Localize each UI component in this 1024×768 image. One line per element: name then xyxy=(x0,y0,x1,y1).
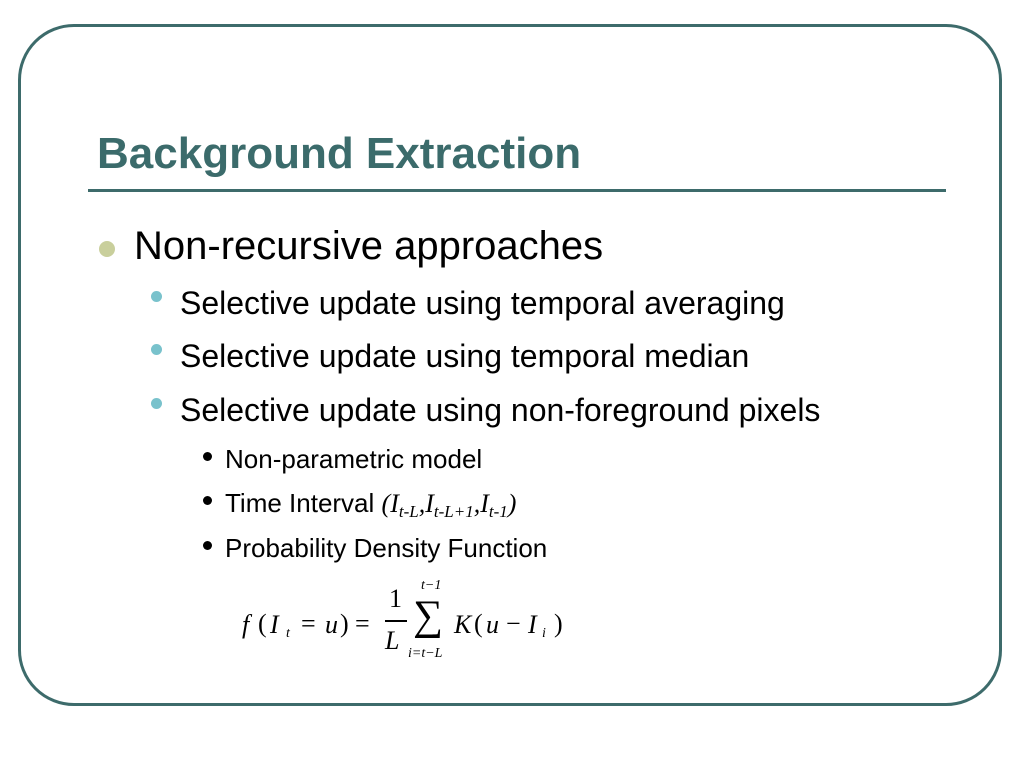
bullet-level3-dot xyxy=(203,541,212,550)
bullet-level2-dot xyxy=(151,344,162,355)
bullet-non-recursive: Non-recursive approaches xyxy=(134,224,604,268)
bullet-level3-dot xyxy=(203,496,212,505)
bullet-level1-dot xyxy=(99,241,115,257)
bullet-level2-dot xyxy=(151,398,162,409)
bullet-time-interval xyxy=(225,488,516,519)
bullet-temporal-median: Selective update using temporal median xyxy=(180,338,750,374)
bullet-non-parametric-model: Non-parametric model xyxy=(225,444,483,474)
bullet-probability-density: Probability Density Function xyxy=(225,533,548,563)
bullet-non-foreground: Selective update using non-foreground pixels xyxy=(180,392,821,428)
time-interval-expression: $(I_{t-L},I_{t-L+1},I_{t-1})$ xyxy=(381,489,517,521)
slide-title: Background Extraction xyxy=(97,129,582,178)
bullet-level3-dot xyxy=(203,452,212,461)
pdf-formula: f ( I t = u ) = 1 L t−1 ∑ i=t−L K ( u − I i ) xyxy=(242,578,563,661)
time-interval-label: Time Interval xyxy=(225,488,382,518)
title-divider xyxy=(88,189,946,192)
bullet-temporal-averaging: Selective update using temporal averaging xyxy=(180,285,785,321)
bullet-level2-dot xyxy=(151,291,162,302)
fraction-bar xyxy=(385,620,407,622)
